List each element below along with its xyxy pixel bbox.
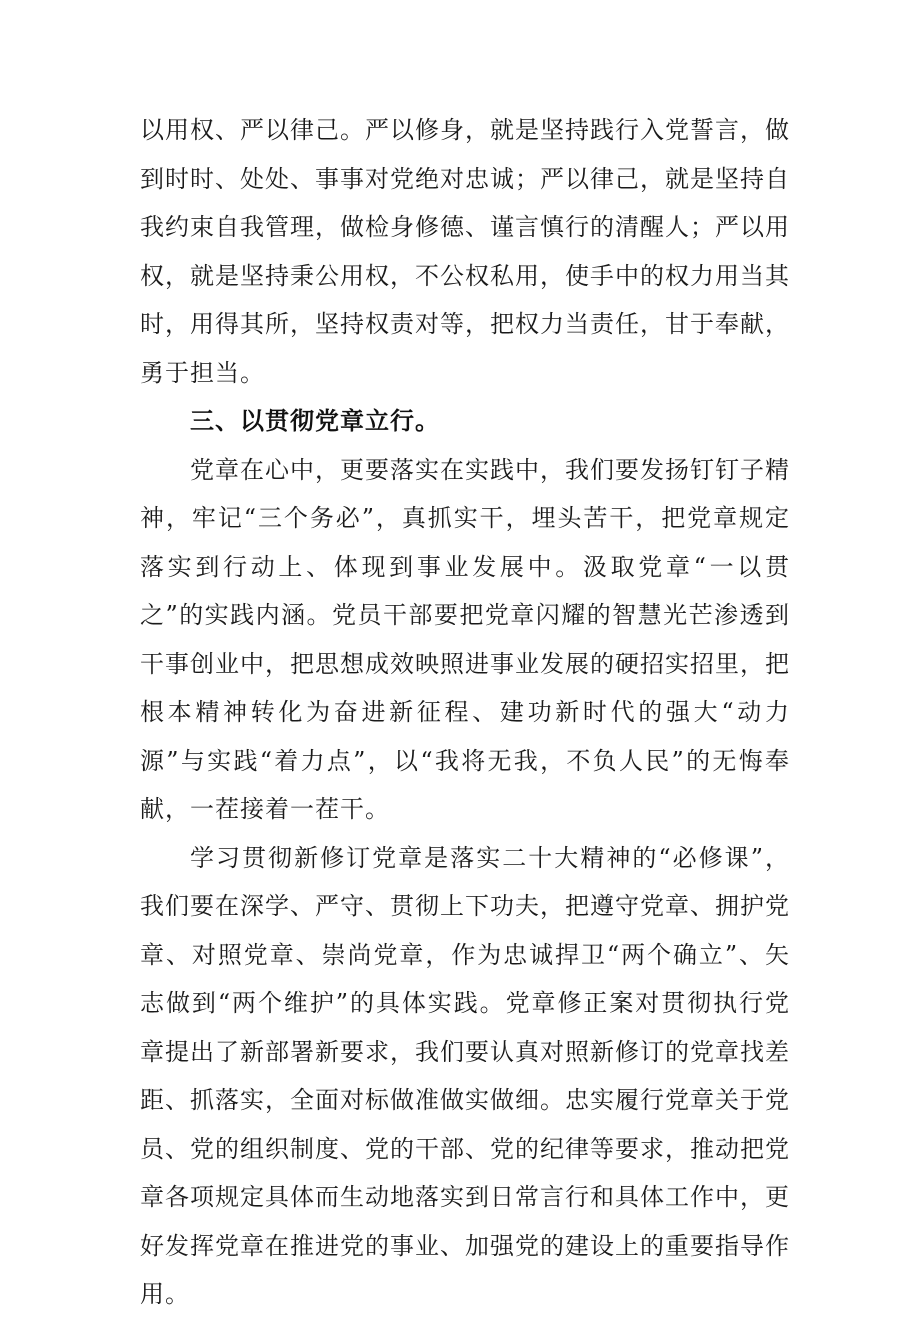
document-body <box>140 106 790 1319</box>
paragraph-section-3-second: 学习贯彻新修订党章是落实二十大精神的“必修课”，我们要在深学、严守、贯彻上下功夫，把遵守党章、拥护党章、对照党章、崇尚党章，作为忠诚捍卫“两个确立”、矢志做到“两个维护”的具体实践。党章修正案对贯彻执行党章提出了新部署新要求，我们要认真对照新修订的党章找差距、抓落实，全面对标做准做实做细。忠实履行党章关于党员、党的组织制度、党的干部、党的纪律等要求，推动把党章各项规定具体而生动地落实到日常言行和具体工作中，更好发挥党章在推进党的事业、加强党的建设上的重要指导作用。 <box>140 843 790 1308</box>
paragraph-section-3-first: 党章在心中，更要落实在实践中，我们要发扬钉钉子精神，牢记“三个务必”，真抓实干，埋头苦干，把党章规定落实到行动上、体现到事业发展中。汲取党章“一以贯之”的实践内涵。党员干部要把党章闪耀的智慧光芒渗透到干事创业中，把思想成效映照进事业发展的硬招实招里，把根本精神转化为奋进新征程、建功新时代的强大“动力源”与实践“着力点”，以“我将无我，不负人民”的无悔奉献，一茬接着一茬干。 <box>140 455 790 823</box>
section-heading-3: 三、以贯彻党章立行。 <box>190 407 440 435</box>
paragraph-continued: 以用权、严以律己。严以修身，就是坚持践行入党誓言，做到时时、处处、事事对党绝对忠诚；严以律己，就是坚持自我约束自我管理，做检身修德、谨言慎行的清醒人；严以用权，就是坚持秉公用权，不公权私用，使手中的权力用当其时，用得其所，坚持权责对等，把权力当责任，甘于奉献，勇于担当。 <box>140 116 790 387</box>
